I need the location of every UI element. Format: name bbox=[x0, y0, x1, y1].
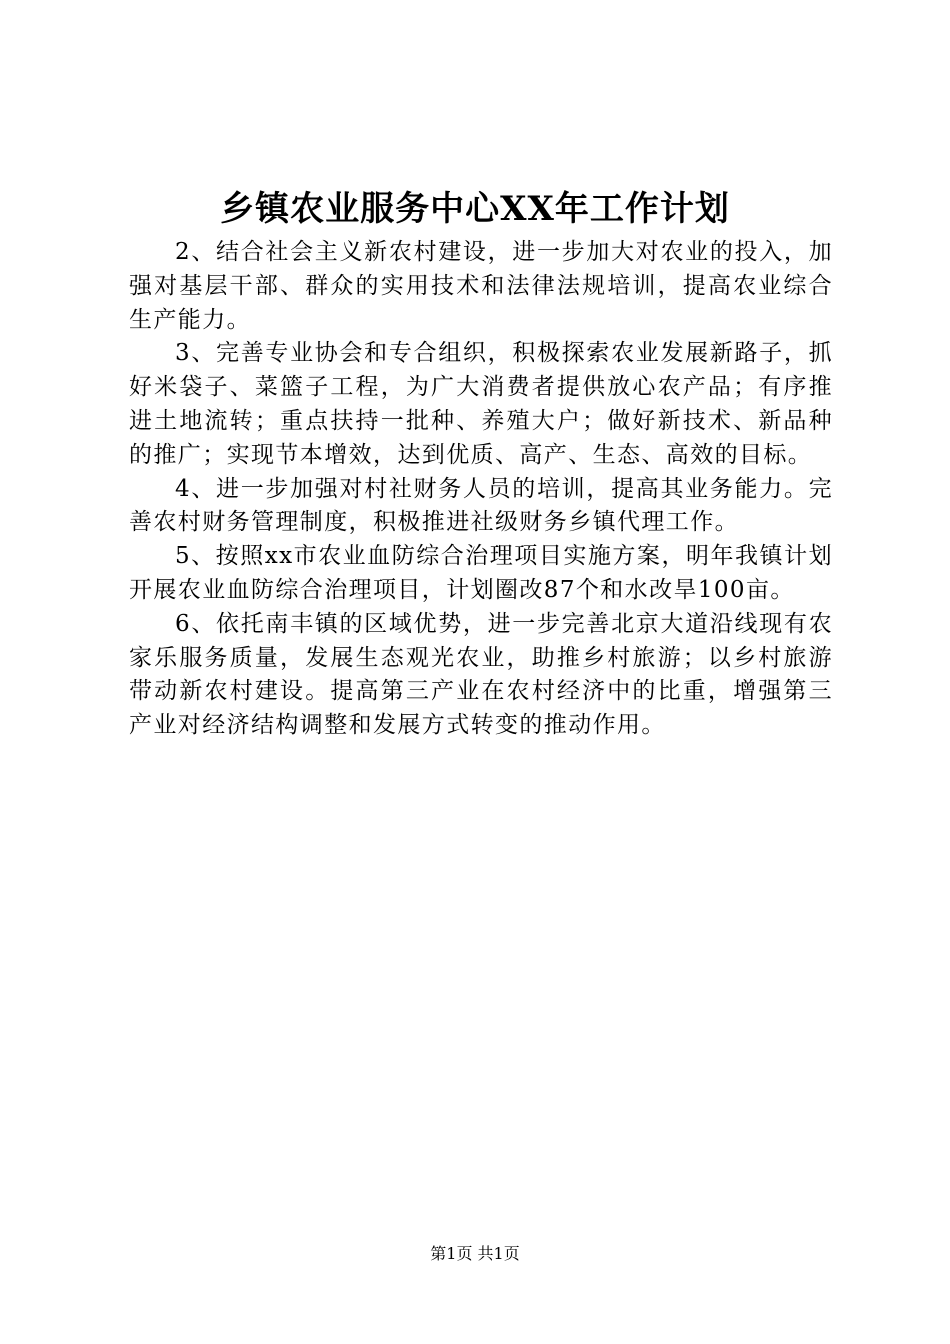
paragraph-item-2: 2、结合社会主义新农村建设，进一步加大对农业的投入，加强对基层干部、群众的实用技术和法律法规培训，提高农业综合生产能力。 bbox=[129, 239, 833, 333]
paragraph-item-6: 6、依托南丰镇的区域优势，进一步完善北京大道沿线现有农家乐服务质量，发展生态观光农业，助推乡村旅游；以乡村旅游带动新农村建设。提高第三产业在农村经济中的比重，增强第三产业对经济结构调整和发展方式转变的推动作用。 bbox=[129, 610, 833, 739]
document-body bbox=[129, 236, 833, 743]
paragraph-item-5: 5、按照xx市农业血防综合治理项目实施方案，明年我镇计划开展农业血防综合治理项目，计划圈改87个和水改旱100亩。 bbox=[129, 543, 833, 603]
paragraph-item-3: 3、完善专业协会和专合组织，积极探索农业发展新路子，抓好米袋子、菜篮子工程，为广大消费者提供放心农产品；有序推进土地流转；重点扶持一批种、养殖大户；做好新技术、新品种的推广；实现节本增效，达到优质、高产、生态、高效的目标。 bbox=[129, 340, 833, 468]
document-title: 乡镇农业服务中心XX年工作计划 bbox=[220, 189, 730, 229]
paragraph-item-4: 4、进一步加强对村社财务人员的培训，提高其业务能力。完善农村财务管理制度，积极推进社级财务乡镇代理工作。 bbox=[129, 475, 833, 536]
page-footer: 第1页 共1页 bbox=[430, 1244, 520, 1263]
